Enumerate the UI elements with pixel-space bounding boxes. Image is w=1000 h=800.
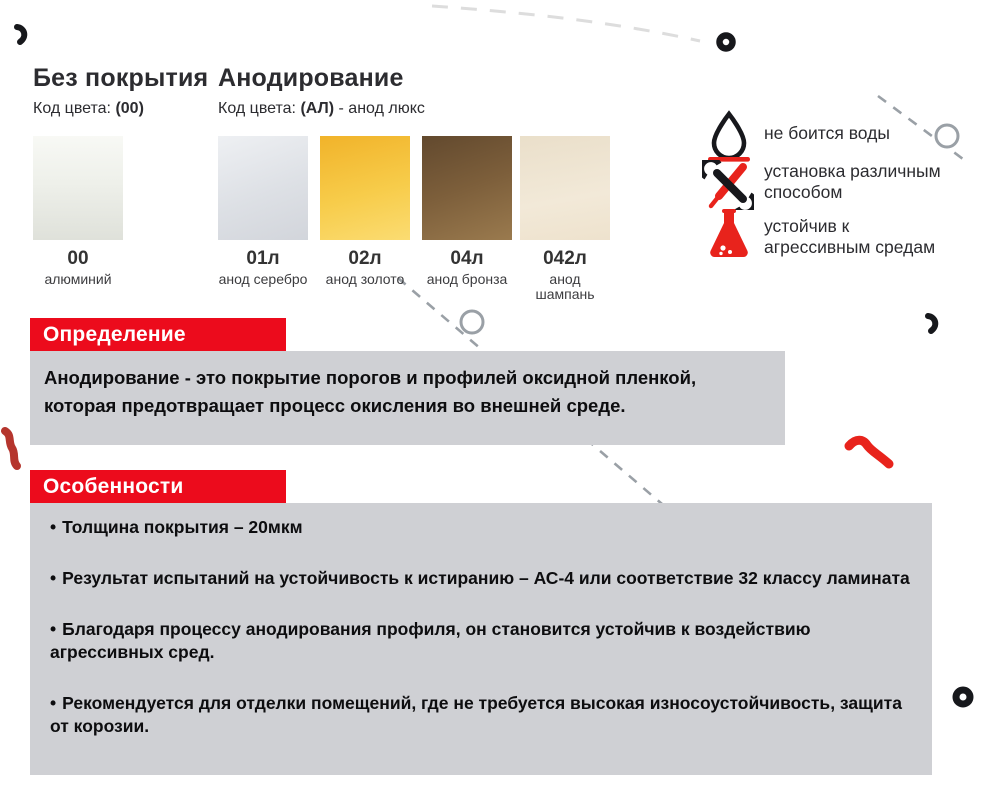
definition-heading: Определение	[43, 323, 186, 346]
feature-text: Рекомендуется для отделки помещений, где не требуется высокая износоустойчивость, защита от корозии.	[50, 693, 902, 736]
feature-text: Толщина покрытия – 20мкм	[62, 517, 303, 537]
code-value: (00)	[115, 100, 144, 117]
swatch-anod-bronze	[422, 136, 512, 287]
color-tile	[520, 136, 610, 240]
swatch-name: анод золото	[325, 270, 405, 287]
features-heading-banner	[30, 470, 286, 503]
section-no-coating-header	[33, 66, 208, 118]
feature-text: Результат испытаний на устойчивость к истиранию – АС-4 или соответствие 32 классу ламината	[62, 568, 910, 588]
no-coating-title: Без покрытия	[33, 64, 209, 92]
swatch-name: алюминий	[44, 270, 112, 287]
swatch-code: 04л	[450, 248, 484, 269]
benefit-chemical-label: устойчив к агрессивным средам	[764, 216, 936, 257]
color-tile	[218, 136, 308, 240]
color-tile	[320, 136, 410, 240]
red-squiggle-right	[849, 440, 889, 464]
swatch-code: 01л	[246, 248, 280, 269]
benefit-install-label: установка различным способом	[764, 161, 941, 202]
feature-item	[50, 567, 912, 590]
features-panel	[30, 503, 932, 775]
bullet-dot: •	[50, 568, 57, 588]
swatch-anod-champagne	[520, 136, 610, 303]
section-anodizing-header	[218, 66, 425, 118]
benefit-water-label: не боится воды	[764, 123, 890, 143]
donut-dot-icon	[720, 36, 733, 49]
flask-icon	[708, 207, 750, 259]
tools-icon	[702, 160, 754, 210]
color-tile	[422, 136, 512, 240]
feature-text: Благодаря процессу анодирования профиля, он становится устойчив к воздействию агрессивных сред.	[50, 619, 811, 662]
circle-node-middle	[461, 311, 483, 333]
features-heading: Особенности	[43, 475, 184, 498]
swatch-name: анод шампань	[535, 270, 595, 303]
red-squiggle-left	[5, 431, 17, 466]
feature-item	[50, 692, 912, 738]
comma-accent-icon	[928, 316, 935, 331]
color-tile	[33, 136, 123, 240]
swatch-name: анод серебро	[218, 270, 308, 287]
no-coating-color-code	[33, 100, 208, 118]
code-label: Код цвета:	[33, 100, 116, 117]
code-value: (АЛ)	[300, 100, 335, 117]
bullet-dot: •	[50, 693, 57, 713]
swatch-code: 042л	[543, 248, 587, 269]
anodizing-color-code	[218, 100, 425, 118]
bullet-dot: •	[50, 619, 57, 639]
comma-accent-icon	[17, 27, 24, 42]
swatch-anod-gold	[320, 136, 410, 287]
feature-item	[50, 618, 912, 664]
swatch-code: 00	[67, 248, 89, 269]
feature-item	[50, 516, 912, 539]
code-suffix: - анод люкс	[334, 100, 425, 117]
bullet-dot: •	[50, 517, 57, 537]
swatch-aluminium	[33, 136, 123, 287]
swatch-anod-silver	[218, 136, 308, 287]
swatch-name: анод бронза	[426, 270, 508, 287]
swatch-code: 02л	[348, 248, 382, 269]
definition-panel	[30, 351, 785, 445]
code-label: Код цвета:	[218, 100, 301, 117]
water-drop-icon	[706, 110, 752, 162]
dashed-curve-top	[432, 6, 700, 41]
definition-heading-banner	[30, 318, 286, 351]
donut-dot-icon	[956, 690, 970, 704]
anodizing-title: Анодирование	[218, 64, 404, 92]
definition-text: Анодирование - это покрытие порогов и профилей оксидной пленкой, которая предотвращает процесс окисления во внешней среде.	[44, 367, 697, 416]
